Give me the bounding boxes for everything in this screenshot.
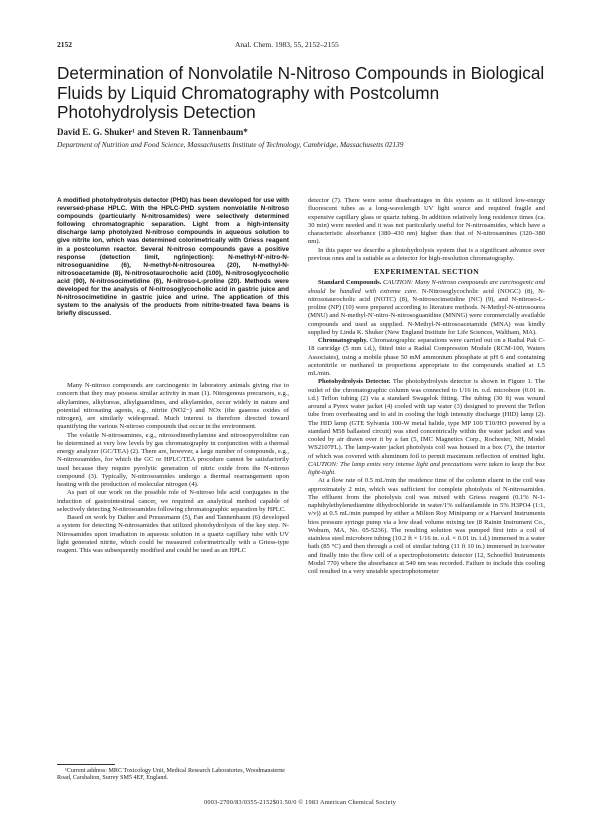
experimental-paragraph (308, 279, 545, 337)
experimental-paragraph (308, 378, 545, 477)
paragraph-text: N-Nitrosoglycocholic acid (NOGC) (8), N-nitrosotaurocholic acid (NOTC) (8), N-nitrosocimetidine (NC) (9), and N-nitroso-L-proline (NP) (10) were prepared according to literature methods. N-Methyl-N-nitrosourea (MNU) and N-methyl-N'-nitro-N-nitrosoguanidine (MNNG) were commercially available compounds and used as supplied. N-Methyl-N-nitrosoacetamide (MNA) was kindly supplied by Linda K. Shuker (New England Institute for Life Sciences, Waltham, MA). (308, 287, 545, 336)
running-header (57, 40, 543, 52)
right-column (308, 197, 545, 576)
runin-heading: Photohydrolysis Detector. (318, 378, 391, 386)
affiliation: Department of Nutrition and Food Science, Massachusetts Institute of Technology, Cambridge, Massachusetts 02139 (57, 140, 404, 149)
intro-paragraph: As part of our work on the possible role of N-nitroso bile acid conjugates in the induction of gastrointestinal cancer, we required an analytical method capable of selectively detecting N-nitrosoamides following chromatographic separation by HPLC. (57, 489, 289, 513)
intro-paragraph: Many N-nitroso compounds are carcinogenic in laboratory animals giving rise to concern that they may possess similar activity in man (1). Nitrogenous precursors, e.g., alkylamines, alkylureas, alkylguanidines, and alkylamides, occur widely in nature and potential nitrosating agents, e.g., nitrite (NO2−) and NOx (the gaseous oxides of nitrogen), are similarly widespread. Much interest is therefore directed toward quantifying the various N-nitroso compounds that occur in the environment. (57, 382, 289, 431)
introduction (57, 382, 289, 555)
experimental-paragraph (308, 477, 545, 576)
runin-heading: Standard Compounds. (318, 279, 382, 287)
runin-heading: Chromatography. (318, 337, 368, 344)
article-title: Determination of Nonvolatile N-Nitroso Compounds in Biological Fluids by Liquid Chromatography with Postcolumn Photohydrolysis Detection (57, 63, 545, 122)
caution-note: CAUTION: The lamp emits very intense light and precautions were taken to keep the box light-tight. (308, 460, 545, 476)
paragraph-text: The photohydrolysis detector is shown in Figure 1. The outlet of the chromatographic column was connected to 1/16 in. o.d. microbore (0.01 in. i.d.) Teflon tubing (2) via a standard Swagelok fitting. The tubing (30 ft) was wound around a Pyrex water jacket (4) cooled with tap water (3) designed to prevent the Teflon tube from overheating and to aid in cooling the high intensity discharge (HID) lamp (2). The HID lamp (GTE Sylvania 100-W metal halide, type MP 100 T10/HO powered by a standard M58 ballasted circuit) was sited concentrically within the water jacket and was cooled by air drawn over it by a fan (5, IMC Magnetics Corp., Rochester, NH, Model WS2107FL). The lamp-water jacket photolysis coil was housed in a box (7), the interior of which was covered with aluminum foil to permit maximum reflection of emitted light. (308, 378, 545, 460)
abstract: A modified photohydrolysis detector (PHD) has been developed for use with reversed-phase HPLC. With the HPLC-PHD system nonvolatile N-nitroso compounds (particularly N-nitrosamides) were selectively determined following chromatographic separation. Light from a high-intensity discharge lamp photolyzed N-nitroso compounds in aqueous solution to give nitrite ion, which was determined colorimetrically with Griess reagent in a postcolumn reactor. Several N-nitroso compounds gave a positive response (detection limit, ng/injection): N-methyl-N'-nitro-N-nitrosoguanidine (6), N-methyl-N-nitrosourea (20), N-methyl-N-nitrosoacetamide (8), N-nitrosotaurocholic acid (100), N-nitrosoglycocholic acid (90), N-nitrosocimetidine (6), N-nitroso-L-proline (20). Methods were developed for the analysis of N-nitrosoglycocholic acid in gastric juice and N-nitrosocimetidine in gastric juice and urine. The application of this system to the analysis of the products from nitrite-treated fava beans is briefly discussed. (57, 197, 289, 318)
journal-citation: Anal. Chem. 1983, 55, 2152–2155 (235, 40, 339, 49)
intro-paragraph: Based on work by Daiber and Preussmann (5), Fan and Tannenbaum (6) developed a system for detecting N-nitrosamides that utilized photohydrolysis of the key step. N-Nitrosamides upon irradiation in aqueous solution in a quartz capillary tube with UV light generated nitrite, which could be measured colorimetrically with a Griess-type reagent. This was subsequently modified and could be used as an HPLC (57, 514, 289, 554)
authors: David E. G. Shuker¹ and Steven R. Tannenbaum* (57, 127, 248, 137)
section-heading: EXPERIMENTAL SECTION (373, 267, 480, 276)
footnote-rule (57, 764, 115, 765)
paragraph-text: At a flow rate of 0.5 mL/min the residence time of the column eluent in the coil was approximately 2 min, which was sufficient for complete photolysis of N-nitrosamides. The effluent from the photolysis coil was mixed with Griess reagent (0.1% N-1-naphthylethylenediamine dihydrochloride in water/1% sulfanilamide in 5% H3PO4 (1:1, v/v)) at 0.5 mL/min pumped by either a Milton Roy Minipump or a Harvard Instruments bios pressure syringe pump via a low dead volume mixing tee (8 Rainin Instrument Co., Woburn, MA, No. 05-5236). The resulting solution was pumped first into a coil of stainless steel microbore tubing (10.2 ft × 1/16 in. o.d. × 0.01 in. i.d.) immersed in a water bath (85 °C) and then through a coil of similar tubing (11 ft 10 in.) immersed in ice/water and finally into the flow cell of a spectrophotometric detector (12, Schoeffel Instruments Model 770) where the absorbance at 540 nm was recorded. Failure to include this cooling coil resulted in a very unstable spectrophotometer (308, 477, 545, 575)
page-number: 2152 (57, 40, 72, 49)
footnote (57, 768, 289, 783)
caution-note: CAUTION: Many N-nitroso compounds are carcinogenic and should be handled with extreme care. (308, 279, 546, 295)
intro-paragraph: In this paper we describe a photohydrolysis system that is a significant advance over previous ones and is suitable as a detector for high-resolution chromatography. (308, 246, 545, 262)
footnote-text: ¹Current address: MRC Toxicology Unit, Medical Research Laboratories, Woodmansterne Road, Carshalton, Surrey SM5 4EF, England. (57, 768, 286, 782)
intro-continued: detector (7). There were some disadvantages in this system as it utilized low-energy fluorescent tubes as a long-wavelength UV light source and required fragile and expensive capillary glass or quartz tubing. In addition relatively long residence times (ca. 30 min) were needed and it was not particularly useful for N-nitrosamides, which have a characteristic absorbance (380–430 nm) higher than that of N-nitrosamines (320–380 nm). (308, 197, 545, 246)
experimental-paragraph (308, 337, 545, 378)
copyright-footer: 0003-2700/83/0355-2152$01.50/0 © 1983 American Chemical Society (204, 799, 396, 806)
intro-paragraph: The volatile N-nitrosamines, e.g., nitrosodimethylamine and nitrosopyrrolidine can be determined at very low levels by gas chromatography in conjunction with a thermal energy analyzer (GC/TEA) (2). There are, however, a large number of compounds, e.g., N-nitrosoamides, for which the GC or HPLC/TEA procedure cannot be satisfactorily used because they require pyrolytic generation of nitric oxide from the N-nitroso compound (3). Typically, N-nitrosoamides undergo a thermal rearrangement upon heating with the production of molecular nitrogen (4). (57, 431, 289, 488)
paragraph-text: Chromatographic separations were carried out on a Radial Pak C-18 cartridge (5 mm i.d.), fitted into a Radial Compression Module (RCM-100, Waters Associates), using a mobile phase 50 mM ammonium phosphate at pH 6 and containing acetonitrile or methanol in proportions appropriate to the compounds studied at 1.5 mL/min. (308, 337, 545, 377)
